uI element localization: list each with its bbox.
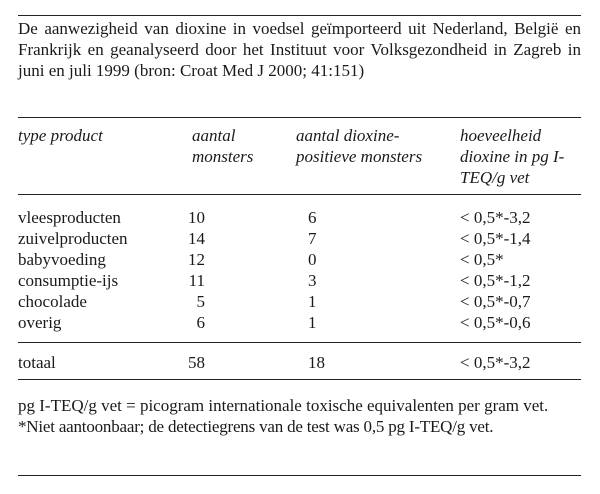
- table-row: [18, 228, 581, 249]
- cell-total-label: totaal: [18, 353, 56, 372]
- cell-count: 5: [196, 292, 205, 311]
- cell-product: zuivelproducten: [18, 229, 128, 248]
- bottom-rule: [18, 475, 581, 476]
- table-row: [18, 249, 581, 270]
- cell-positive: 0: [308, 250, 317, 269]
- cell-amount: < 0,5*-1,2: [460, 271, 531, 290]
- table-row: [18, 207, 581, 228]
- cell-amount: < 0,5*-0,7: [460, 292, 531, 311]
- cell-amount: < 0,5*-3,2: [460, 208, 531, 227]
- header-top-rule: [18, 117, 581, 118]
- table-caption: De aanwezigheid van dioxine in voedsel geïmporteerd uit Nederland, België en Frankrijk en geanalyseerd door het Instituut voor Volksgezondheid in Zagreb in juni en juli 1999 (bron: Croat Med J 2000; 41:151): [18, 19, 581, 80]
- cell-total-positive: 18: [308, 353, 325, 372]
- cell-product: chocolade: [18, 292, 87, 311]
- notes-top-rule: [18, 379, 581, 380]
- cell-total-amount: < 0,5*-3,2: [460, 353, 531, 372]
- cell-positive: 1: [308, 292, 317, 311]
- cell-count: 12: [188, 250, 205, 269]
- table-notes: [18, 395, 581, 437]
- cell-count: 6: [196, 313, 205, 332]
- table-row: [18, 312, 581, 333]
- cell-product: vleesproducten: [18, 208, 121, 227]
- cell-positive: 3: [308, 271, 317, 290]
- total-row: [18, 352, 581, 373]
- cell-positive: 7: [308, 229, 317, 248]
- header-hoeveelheid-dioxine: hoeveelheid dioxine in pg I-TEQ/g vet: [460, 126, 565, 187]
- detection-limit-footnote: *Niet aantoonbaar; de detectiegrens van de test was 0,5 pg I-TEQ/g vet.: [18, 417, 494, 436]
- table-row: [18, 291, 581, 312]
- total-top-rule: [18, 342, 581, 343]
- top-rule: [18, 15, 581, 16]
- header-aantal-monsters: aantal monsters: [192, 126, 254, 166]
- header-type-product: type product: [18, 126, 103, 145]
- header-positieve-monsters: aantal dioxine-positieve monsters: [296, 126, 423, 166]
- cell-count: 14: [188, 229, 205, 248]
- header-bottom-rule: [18, 194, 581, 195]
- cell-product: overig: [18, 313, 62, 332]
- unit-definition-note: pg I-TEQ/g vet = picogram internationale toxische equivalenten per gram vet.: [18, 396, 549, 415]
- cell-positive: 6: [308, 208, 317, 227]
- cell-amount: < 0,5*-0,6: [460, 313, 531, 332]
- cell-count: 11: [188, 271, 205, 290]
- cell-count: 10: [188, 208, 205, 227]
- cell-product: babyvoeding: [18, 250, 106, 269]
- cell-total-count: 58: [188, 353, 205, 372]
- cell-amount: < 0,5*: [460, 250, 504, 269]
- cell-product: consumptie-ijs: [18, 271, 119, 290]
- table-row: [18, 270, 581, 291]
- cell-amount: < 0,5*-1,4: [460, 229, 531, 248]
- cell-positive: 1: [308, 313, 317, 332]
